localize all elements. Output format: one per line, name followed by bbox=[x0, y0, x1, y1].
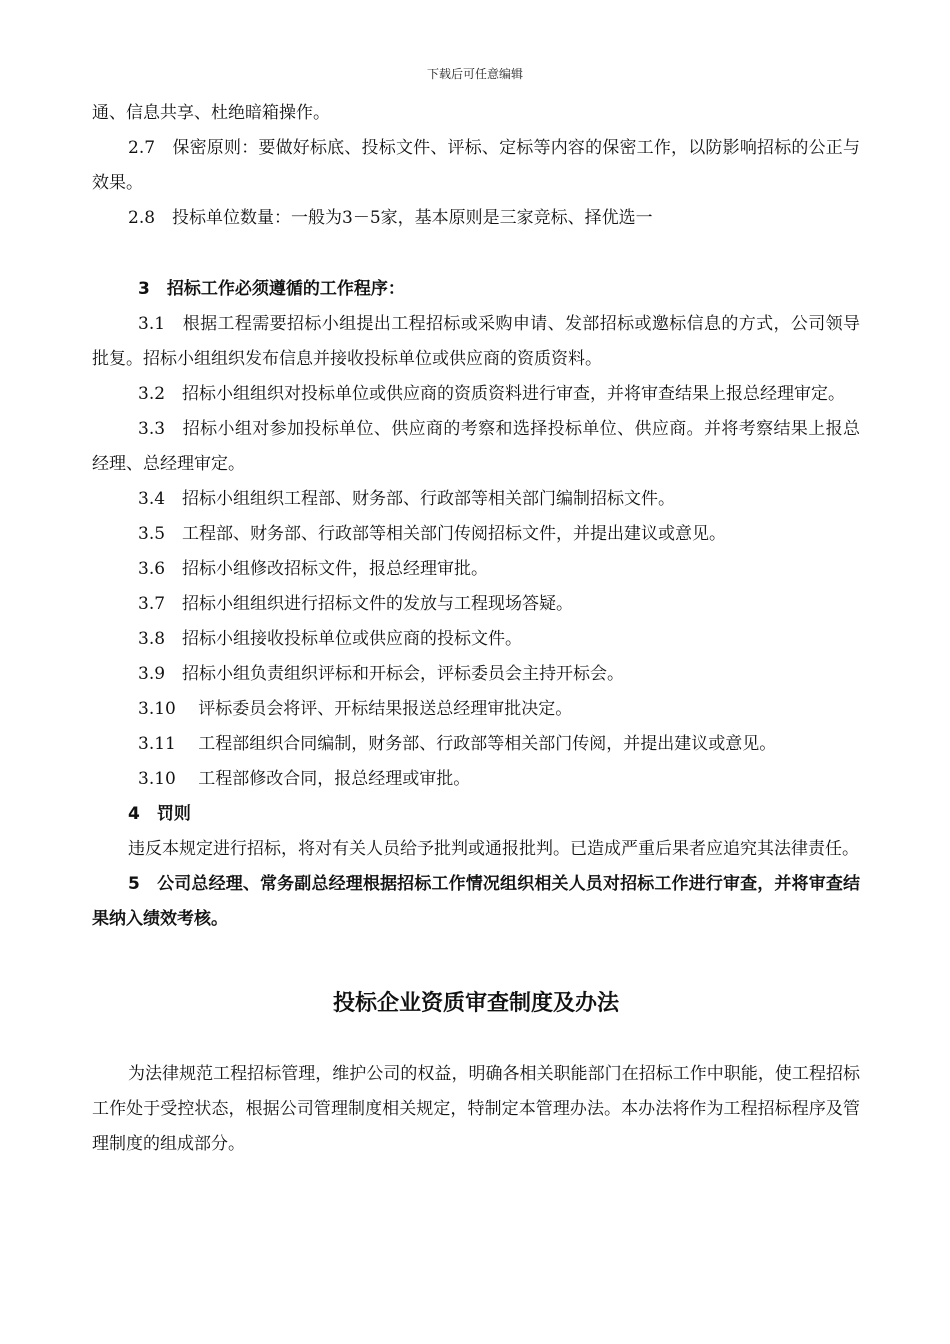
document-body bbox=[92, 96, 860, 1162]
step-3-2: 3.2 招标小组组织对投标单位或供应商的资质资料进行审查，并将审查结果上报总经理审定。 bbox=[138, 384, 846, 404]
step-3-1: 3.1 根据工程需要招标小组提出工程招标或采购申请、发部招标或邀标信息的方式，公司领导批复。招标小组组织发布信息并接收投标单位或供应商的资质资料。 bbox=[92, 314, 860, 369]
step-3-3: 3.3 招标小组对参加投标单位、供应商的考察和选择投标单位、供应商。并将考察结果上报总经理、总经理审定。 bbox=[92, 419, 860, 474]
step-3-10-repeat: 3.10 工程部修改合同，报总经理或审批。 bbox=[138, 769, 471, 789]
step-3-8: 3.8 招标小组接收投标单位或供应商的投标文件。 bbox=[138, 629, 523, 649]
step-3-9: 3.9 招标小组负责组织评标和开标会，评标委员会主持开标会。 bbox=[138, 664, 625, 684]
spacer bbox=[92, 1019, 860, 1057]
intro-paragraph: 为法律规范工程招标管理，维护公司的权益，明确各相关职能部门在招标工作中职能，使工程招标工作处于受控状态，根据公司管理制度相关规定，特制定本管理办法。本办法将作为工程招标程序及管理制度的组成部分。 bbox=[92, 1064, 860, 1154]
blank-line bbox=[92, 236, 860, 272]
section-5-paragraph: 5 公司总经理、常务副总经理根据招标工作情况组织相关人员对招标工作进行审查，并将审查结果纳入绩效考核。 bbox=[92, 874, 860, 929]
step-3-10: 3.10 评标委员会将评、开标结果报送总经理审批决定。 bbox=[138, 699, 573, 719]
section-3-heading: 3 招标工作必须遵循的工作程序： bbox=[138, 279, 405, 299]
paragraph-continuation: 通、信息共享、杜绝暗箱操作。 bbox=[92, 103, 330, 123]
document-title: 投标企业资质审查制度及办法 bbox=[332, 991, 619, 1016]
spacer bbox=[92, 937, 860, 989]
page-header: 下载后可任意编辑 bbox=[426, 67, 523, 81]
step-3-6: 3.6 招标小组修改招标文件，报总经理审批。 bbox=[138, 559, 489, 579]
paragraph-2-7: 2.7 保密原则：要做好标底、投标文件、评标、定标等内容的保密工作，以防影响招标的公正与效果。 bbox=[92, 138, 860, 193]
paragraph-2-8: 2.8 投标单位数量：一般为3－5家，基本原则是三家竞标、择优选一 bbox=[128, 208, 653, 228]
section-4-heading: 4 罚则 bbox=[128, 804, 191, 824]
step-3-11: 3.11 工程部组织合同编制，财务部、行政部等相关部门传阅，并提出建议或意见。 bbox=[138, 734, 777, 754]
penalty-paragraph: 违反本规定进行招标，将对有关人员给予批判或通报批判。已造成严重后果者应追究其法律责任。 bbox=[128, 839, 859, 859]
step-3-5: 3.5 工程部、财务部、行政部等相关部门传阅招标文件，并提出建议或意见。 bbox=[138, 524, 727, 544]
step-3-7: 3.7 招标小组组织进行招标文件的发放与工程现场答疑。 bbox=[138, 594, 574, 614]
step-3-4: 3.4 招标小组组织工程部、财务部、行政部等相关部门编制招标文件。 bbox=[138, 489, 676, 509]
